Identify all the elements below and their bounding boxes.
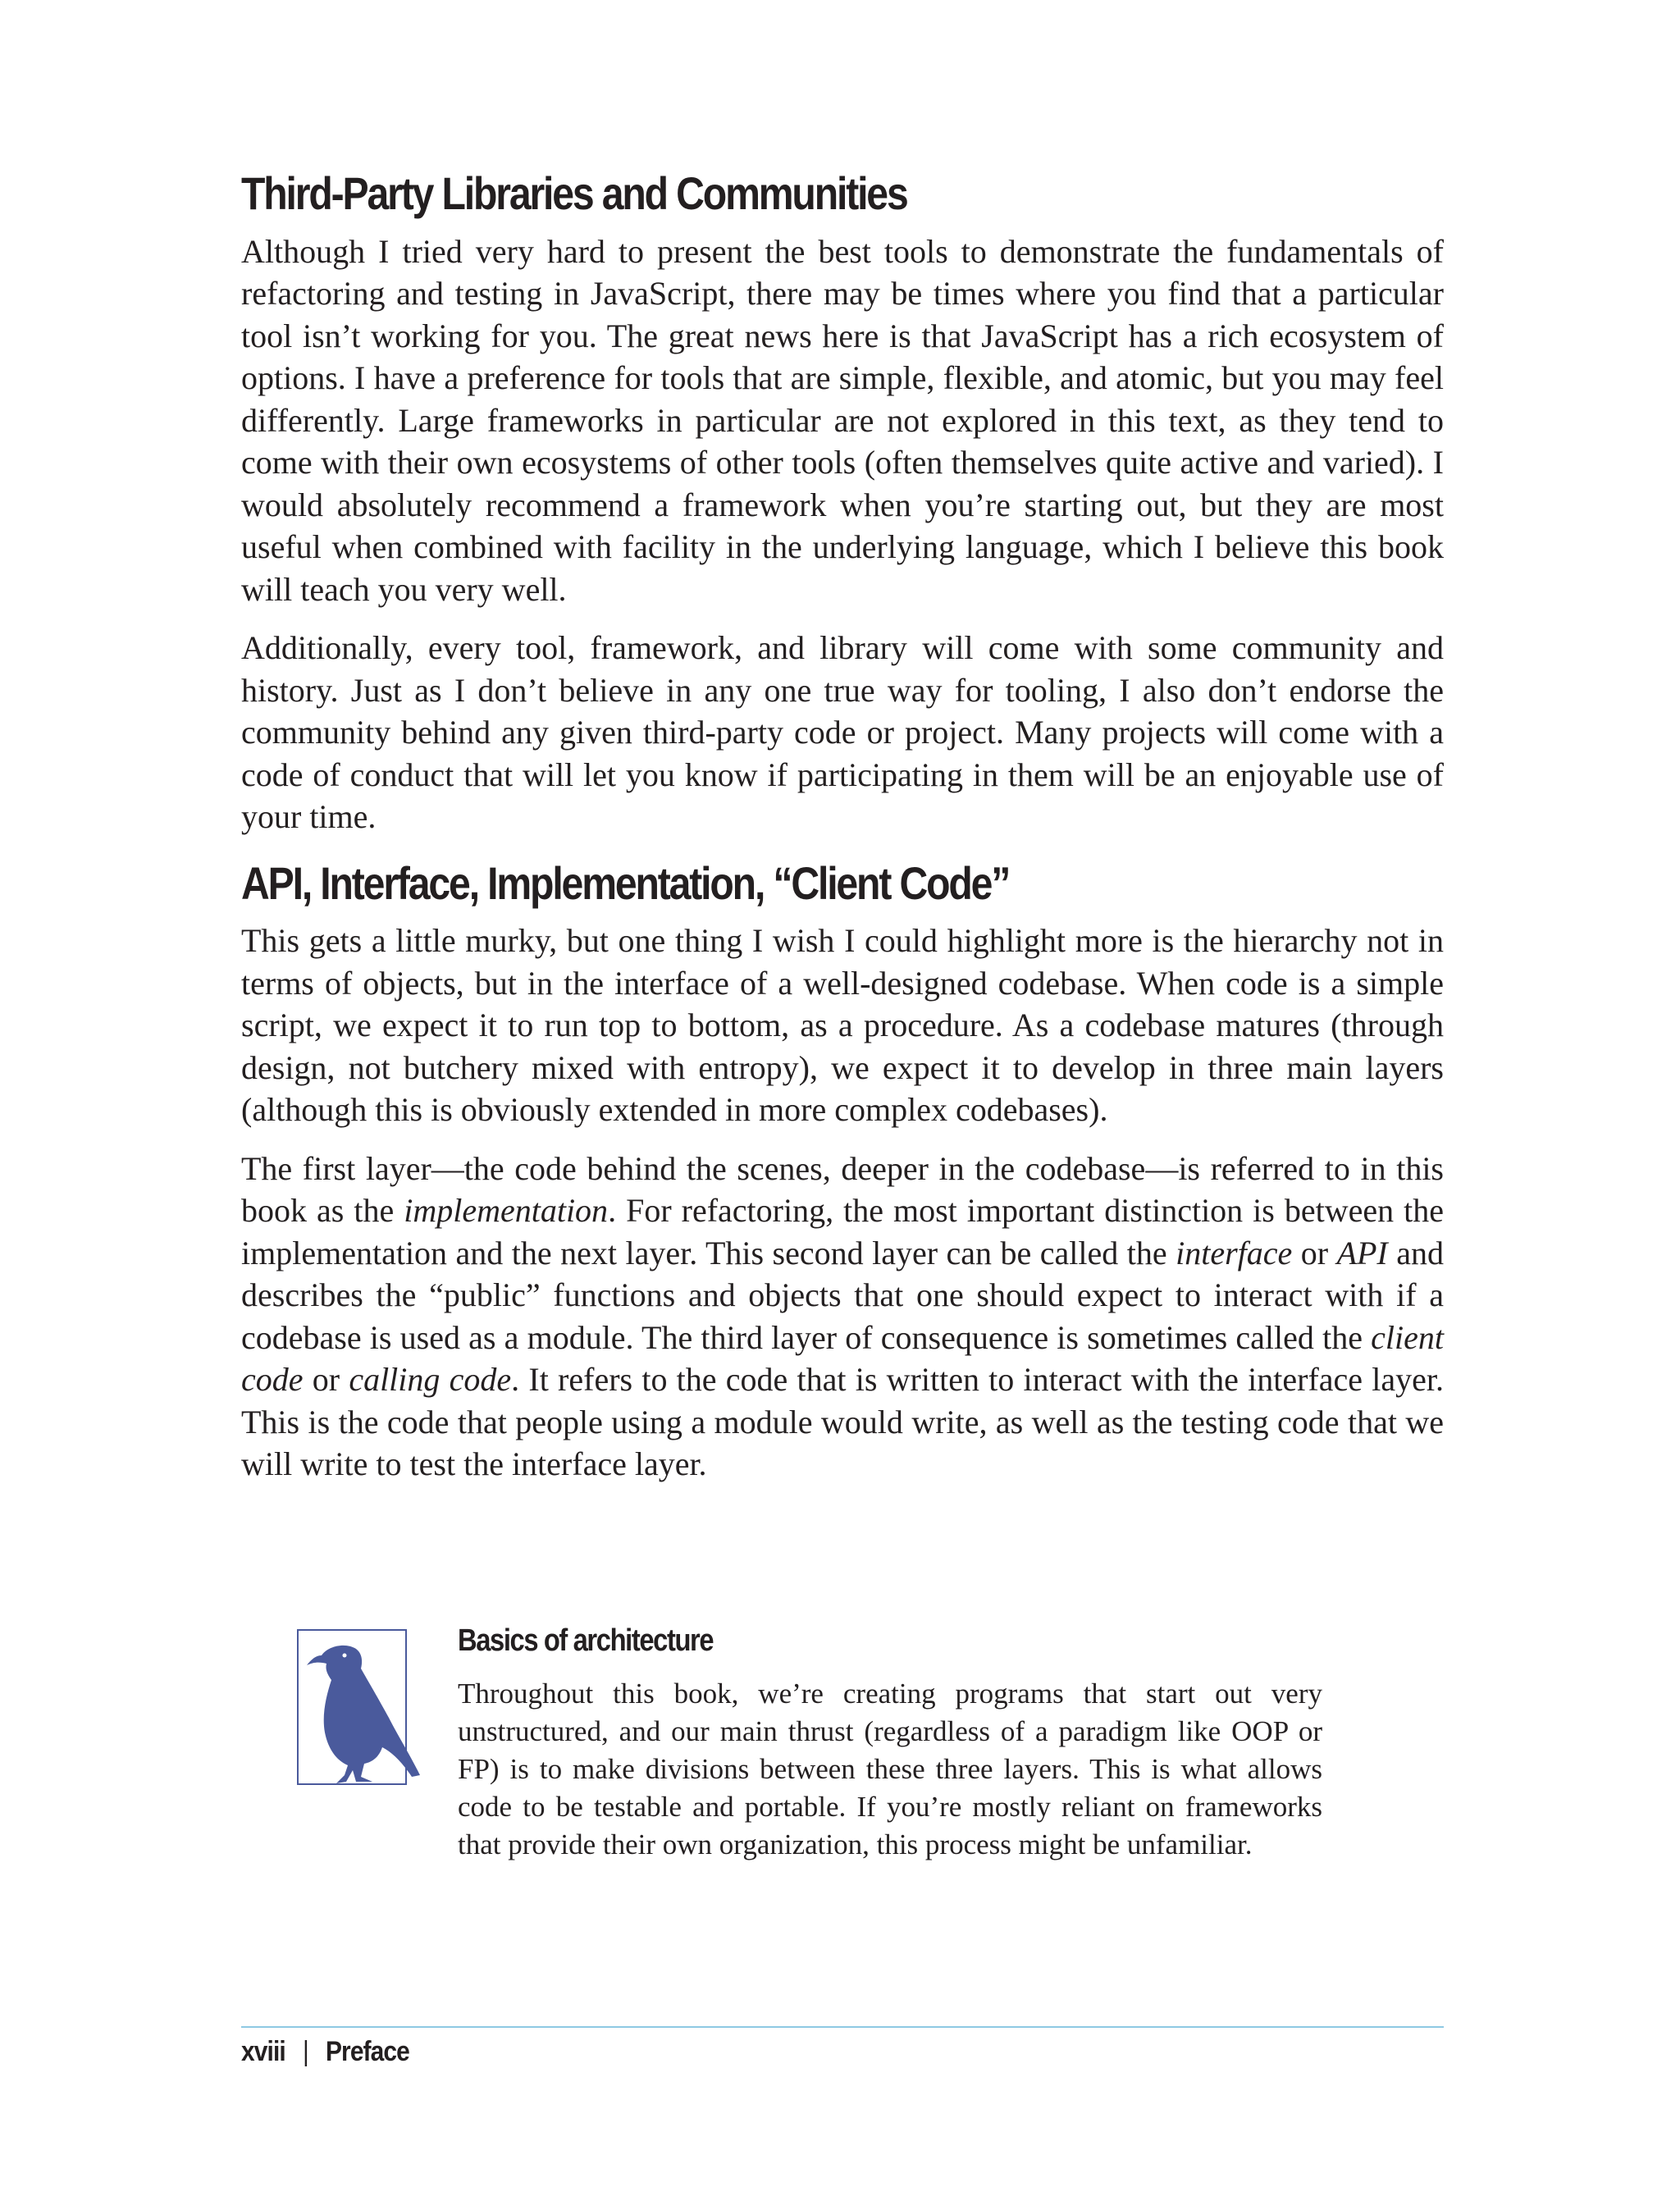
paragraph-third-party-2: Additionally, every tool, framework, and library will come with some community and history. Just as I don’t believe in any one true way for tooling, I also don’t endorse the community behind any given third-party code or project. Many projects will come with a code of conduct that will let you know if participating in them will be an enjoyable use of your time. xyxy=(241,629,1444,836)
text-run: . For refactoring, the most important distinction is between the implementation and the next layer. This second layer can be called the xyxy=(241,1192,1444,1271)
section-heading-third-party: Third-Party Libraries and Communities xyxy=(241,167,907,219)
term-interface: interface xyxy=(1176,1234,1293,1271)
crow-body xyxy=(307,1646,420,1783)
footer-section: Preface xyxy=(325,2036,409,2067)
text-run: or xyxy=(1292,1234,1337,1271)
note-body: Throughout this book, we’re creating programs that start out very unstructured, and our main thrust (regardless of a paradigm like OOP or FP) is to make divisions between these three layers. This is what allows code to be testable and portable. If you’re mostly reliant on frameworks that provide their own organization, this process might be unfamiliar. xyxy=(458,1677,1322,1860)
term-client-code: client code xyxy=(241,1318,1444,1399)
paragraph-api-2 xyxy=(241,1148,1444,1486)
note-callout xyxy=(297,1623,1322,1926)
note-text xyxy=(458,1623,1322,1864)
bird-icon xyxy=(297,1623,425,1795)
page-number: xviii xyxy=(241,2036,285,2067)
crow-silhouette xyxy=(304,1637,427,1793)
term-calling-code: calling code xyxy=(349,1361,512,1399)
footer-rule xyxy=(241,2026,1444,2028)
text-run: . It refers to the code that is written to interact with the interface layer. This is the code that people using a module would write, as well as the testing code that we will write to test the interface layer. xyxy=(241,1361,1444,1483)
note-title: Basics of architecture xyxy=(458,1623,714,1658)
crow-eye xyxy=(343,1654,347,1658)
text-run: and describes the “public” functions and objects that one should expect to interact with if a codebase is used as a module. The third layer of consequence is sometimes called the xyxy=(241,1234,1444,1356)
term-implementation: implementation xyxy=(404,1192,609,1230)
text-run: The first layer—the code behind the scenes, deeper in the codebase—is referred to in this book as the xyxy=(241,1149,1444,1230)
text-run: or xyxy=(303,1361,349,1399)
term-api: API xyxy=(1336,1234,1388,1271)
page-footer xyxy=(241,2036,409,2068)
section-heading-api: API, Interface, Implementation, “Client Code” xyxy=(241,856,1010,909)
footer-separator: | xyxy=(302,2036,308,2067)
main-content xyxy=(241,168,1444,1502)
paragraph-third-party-1: Although I tried very hard to present the best tools to demonstrate the fundamentals of refactoring and testing in JavaScript, there may be times where you find that a particular tool isn’t working for you. The great news here is that JavaScript has a rich ecosystem of options. I have a preference for tools that are simple, flexible, and atomic, but you may feel differently. Large frameworks in particular are not explored in this text, as they tend to come with their own ecosystems of other tools (often themselves quite active and varied). I would absolutely recommend a framework when you’re starting out, but they are most useful when combined with facility in the underlying language, which I believe this book will teach you very well. xyxy=(241,232,1444,608)
paragraph-api-1: This gets a little murky, but one thing I wish I could highlight more is the hierarchy not in terms of objects, but in the interface of a well-designed codebase. When code is a simple script, we expect it to run top to bottom, as a procedure. As a codebase matures (through design, not butchery mixed with entropy), we expect it to develop in three main layers (although this is obviously extended in more complex codebases). xyxy=(241,922,1444,1129)
